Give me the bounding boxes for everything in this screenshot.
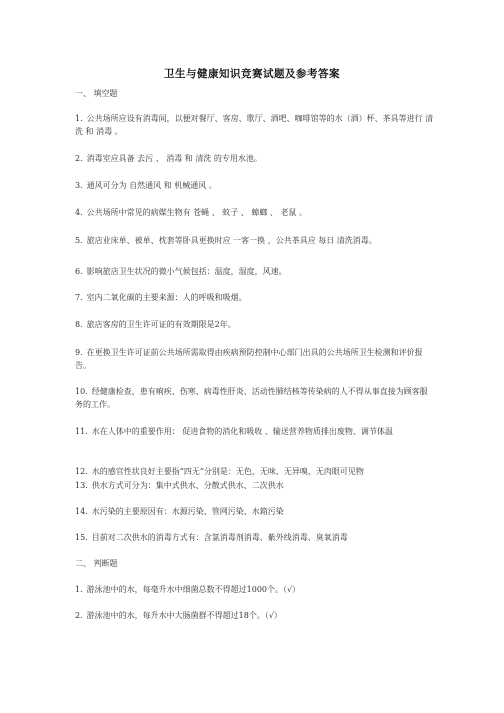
question-item xyxy=(75,180,435,193)
question-text: 游泳池中的水，每升水中大肠菌群不得超过18个。（√） xyxy=(86,611,282,620)
question-number: 12. xyxy=(75,467,88,476)
question-text: 消毒室应具备 去污 、 消毒 和 清洗 的专用水池。 xyxy=(86,154,262,163)
question-text: 目前对二次供水的消毒方式有：含氯消毒剂消毒、紫外线消毒、臭氧消毒 xyxy=(91,533,348,542)
question-number: 10. xyxy=(75,387,88,396)
question-text: 供水方式可分为：集中式供水、分散式供水、二次供水 xyxy=(91,481,284,490)
question-item xyxy=(75,610,435,623)
question-number: 2. xyxy=(75,611,83,620)
section-heading-true-false: 二、 判断题 xyxy=(75,559,118,568)
question-item xyxy=(75,153,435,166)
question-number: 2. xyxy=(75,154,83,163)
question-item xyxy=(75,235,435,248)
question-item xyxy=(75,532,435,545)
question-number: 13. xyxy=(75,481,88,490)
question-item xyxy=(75,466,435,479)
question-item xyxy=(75,480,435,493)
question-number: 5. xyxy=(75,236,83,245)
question-text: 水在人体中的重要作用： 促进食物的消化和吸收 、输送营养物质排出废物、调节体温 xyxy=(91,427,393,436)
question-item xyxy=(75,319,435,332)
question-text: 公共场所应设有消毒间，以便对餐厅、客房、歌厅、酒吧、咖啡馆等的水（酒）杯、茶具等进行 清洗 和 消毒 。 xyxy=(75,114,434,136)
question-item xyxy=(75,426,435,439)
question-text: 室内二氧化碳的主要来源：人的呼吸和吸烟。 xyxy=(86,293,247,302)
question-number: 14. xyxy=(75,507,88,516)
question-text: 水污染的主要原因有：水源污染、管网污染、水箱污染 xyxy=(91,507,284,516)
question-number: 8. xyxy=(75,320,83,329)
question-number: 1. xyxy=(75,114,83,123)
question-text: 旅店业床单、被单、枕套等卧具更换时应 一客一换 ，公共茶具应 每日 清洗消毒。 xyxy=(86,236,377,245)
question-number: 4. xyxy=(75,208,83,217)
question-text: 在更换卫生许可证前公共场所需取得由疾病预防控制中心部门出具的公共场所卫生检测和评价报告。 xyxy=(75,348,423,370)
question-text: 公共场所中常见的病媒生物有 苍蝇 、 蚊子 、 蟑螂 、 老鼠 。 xyxy=(86,208,307,217)
question-number: 1. xyxy=(75,585,83,594)
question-text: 水的感官性状良好主要指“四无”分别是：无色、无味、无异嗅、无肉眼可见物 xyxy=(91,467,364,476)
question-item xyxy=(75,506,435,519)
question-text: 经健康检查，患有痢疾、伤寒、病毒性肝炎、活动性肺结核等传染病的人不得从事直接为顾客服务的工作。 xyxy=(75,387,428,409)
question-text: 通风可分为 自然通风 和 机械通风 。 xyxy=(86,181,217,190)
question-item xyxy=(75,207,435,220)
question-number: 6. xyxy=(75,267,83,276)
section-heading-fill-blank: 一、 填空题 xyxy=(75,89,118,98)
question-text: 游泳池中的水，每毫升水中细菌总数不得超过1000个。（√） xyxy=(86,585,301,594)
question-text: 影响旅店卫生状况的微小气候包括：温度，湿度，风速。 xyxy=(86,267,287,276)
question-number: 15. xyxy=(75,533,88,542)
question-item xyxy=(75,386,435,411)
question-item xyxy=(75,347,435,372)
question-number: 11. xyxy=(75,427,88,436)
question-number: 9. xyxy=(75,348,83,357)
question-item xyxy=(75,113,435,138)
question-item xyxy=(75,584,435,597)
question-item xyxy=(75,266,435,279)
document-title: 卫生与健康知识竞赛试题及参考答案 xyxy=(164,68,340,80)
question-number: 3. xyxy=(75,181,83,190)
question-item xyxy=(75,292,435,305)
question-number: 7. xyxy=(75,293,83,302)
question-text: 旅店客房的卫生许可证的有效期限是2年。 xyxy=(86,320,236,329)
